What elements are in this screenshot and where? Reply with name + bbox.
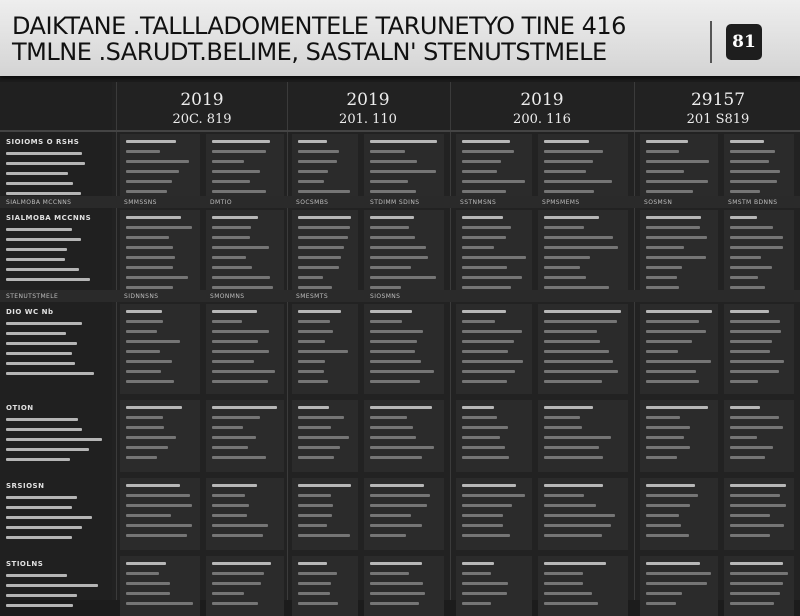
schedule-cell: [364, 304, 444, 394]
schedule-cell: [120, 556, 200, 616]
cell-text-lines: [126, 562, 194, 612]
schedule-cell: [456, 556, 532, 616]
grid-vline: [116, 82, 117, 600]
cell-text-lines: [370, 216, 438, 296]
cell-text-lines: [730, 140, 788, 200]
grid-vline: [450, 82, 451, 600]
schedule-cell: [538, 304, 628, 394]
schedule-grid: [0, 82, 800, 600]
cell-text-lines: [544, 562, 622, 612]
schedule-cell: [538, 210, 628, 298]
cell-text-lines: [126, 216, 194, 296]
row-label-lines: [6, 152, 102, 202]
cell-text-lines: [126, 484, 194, 544]
section-bar-label: SOSMSN: [644, 199, 673, 206]
column-subtitle: 200. 116: [513, 112, 571, 127]
cell-text-lines: [462, 216, 526, 296]
schedule-cell: [640, 304, 718, 394]
schedule-cell: [538, 478, 628, 550]
section-bar-label: SIDNNSNS: [124, 293, 159, 300]
cell-text-lines: [544, 216, 622, 296]
document-header: [0, 0, 800, 76]
section-bar-label: SSTNMSNS: [460, 199, 497, 206]
cell-text-lines: [212, 216, 278, 296]
row-label-lines: [6, 574, 102, 614]
cell-text-lines: [646, 140, 712, 200]
schedule-cell: [364, 556, 444, 616]
cell-text-lines: [544, 140, 622, 200]
cell-text-lines: [730, 406, 788, 466]
schedule-cell: [456, 210, 532, 298]
schedule-cell: [724, 304, 794, 394]
column-header-4: [636, 82, 800, 128]
column-year: 2019: [346, 90, 390, 110]
schedule-cell: [456, 304, 532, 394]
schedule-cell: [292, 304, 358, 394]
cell-text-lines: [212, 310, 278, 390]
section-bar-label: STENUTSTMELE: [6, 293, 59, 300]
schedule-cell: [120, 478, 200, 550]
section-bar-label: SPMSMEMS: [542, 199, 580, 206]
cell-text-lines: [298, 562, 352, 612]
schedule-cell: [120, 400, 200, 472]
section-bar-label: SIOSMNS: [370, 293, 401, 300]
row-label-lines: [6, 322, 102, 382]
cell-text-lines: [212, 484, 278, 544]
section-bar-label: SMESMTS: [296, 293, 329, 300]
cell-text-lines: [126, 310, 194, 390]
cell-text-lines: [370, 140, 438, 200]
grid-hline: [0, 130, 800, 132]
row-label: STIOLNS: [6, 560, 44, 568]
column-subtitle: 20C. 819: [172, 112, 232, 127]
column-header-3: [452, 82, 632, 128]
schedule-cell: [292, 400, 358, 472]
cell-text-lines: [544, 310, 622, 390]
column-year: 29157: [690, 90, 746, 110]
cell-text-lines: [462, 140, 526, 200]
cell-text-lines: [646, 562, 712, 612]
schedule-cell: [640, 210, 718, 298]
cell-text-lines: [462, 310, 526, 390]
schedule-cell: [538, 556, 628, 616]
schedule-cell: [120, 304, 200, 394]
section-bar-label: SMONMNS: [210, 293, 245, 300]
cell-text-lines: [212, 406, 278, 466]
schedule-cell: [538, 400, 628, 472]
brand-logo-icon: 81: [726, 24, 762, 60]
schedule-cell: [724, 478, 794, 550]
row-label-lines: [6, 228, 102, 288]
column-subtitle: 201 S819: [686, 112, 750, 127]
row-label: SIALMOBA MCCNNS: [6, 214, 92, 222]
section-bar-label: SMMSSNS: [124, 199, 157, 206]
cell-text-lines: [462, 562, 526, 612]
cell-text-lines: [730, 484, 788, 544]
schedule-cell: [724, 556, 794, 616]
cell-text-lines: [212, 140, 278, 200]
schedule-cell: [206, 556, 284, 616]
schedule-cell: [120, 210, 200, 298]
schedule-cell: [206, 400, 284, 472]
schedule-cell: [206, 210, 284, 298]
section-bar: [0, 290, 800, 302]
cell-text-lines: [646, 484, 712, 544]
title-line-2: TMLNE .SARUDT.BELIME, SASTALN' STENUTSTMELE: [12, 38, 607, 66]
cell-text-lines: [298, 406, 352, 466]
schedule-cell: [456, 478, 532, 550]
schedule-cell: [364, 400, 444, 472]
column-header-2: [288, 82, 448, 128]
column-header-1: [118, 82, 286, 128]
cell-text-lines: [370, 562, 438, 612]
cell-text-lines: [646, 310, 712, 390]
schedule-cell: [206, 304, 284, 394]
schedule-cell: [640, 478, 718, 550]
schedule-cell: [206, 478, 284, 550]
row-label: SIOIOMS O RSHS: [6, 138, 80, 146]
section-bar: [0, 196, 800, 208]
schedule-cell: [292, 556, 358, 616]
cell-text-lines: [370, 406, 438, 466]
column-year: 2019: [520, 90, 564, 110]
title-line-1: DAIKTANE .TALLLADOMENTELE TARUNETYO TINE 416: [12, 12, 626, 40]
cell-text-lines: [646, 216, 712, 296]
grid-vline: [287, 82, 288, 600]
schedule-cell: [364, 478, 444, 550]
cell-text-lines: [370, 484, 438, 544]
schedule-cell: [292, 478, 358, 550]
cell-text-lines: [370, 310, 438, 390]
section-bar-label: STDIMM SDINS: [370, 199, 420, 206]
schedule-cell: [640, 400, 718, 472]
section-bar-label: SMSTM BDNNS: [728, 199, 778, 206]
cell-text-lines: [544, 484, 622, 544]
cell-text-lines: [730, 562, 788, 612]
grid-vline: [634, 82, 635, 600]
schedule-cell: [640, 556, 718, 616]
cell-text-lines: [298, 310, 352, 390]
cell-text-lines: [298, 216, 352, 296]
row-label: SRSIOSN: [6, 482, 45, 490]
cell-text-lines: [298, 484, 352, 544]
cell-text-lines: [126, 406, 194, 466]
cell-text-lines: [462, 406, 526, 466]
schedule-cell: [364, 210, 444, 298]
cell-text-lines: [126, 140, 194, 200]
logo-block: [710, 18, 792, 66]
schedule-cell: [724, 400, 794, 472]
section-bar-label: DMTIO: [210, 199, 232, 206]
cell-text-lines: [544, 406, 622, 466]
cell-text-lines: [462, 484, 526, 544]
cell-text-lines: [298, 140, 352, 200]
schedule-cell: [456, 400, 532, 472]
row-label: DIO WC Nb: [6, 308, 54, 316]
logo-divider: [710, 21, 712, 63]
cell-text-lines: [730, 310, 788, 390]
row-label-lines: [6, 418, 102, 468]
section-bar-label: SOCSMBS: [296, 199, 329, 206]
section-bar-label: SIALMOBA MCCNNS: [6, 199, 72, 206]
cell-text-lines: [212, 562, 278, 612]
row-label-lines: [6, 496, 102, 546]
cell-text-lines: [646, 406, 712, 466]
schedule-cell: [724, 210, 794, 298]
cell-text-lines: [730, 216, 788, 296]
column-subtitle: 201. 110: [339, 112, 397, 127]
column-year: 2019: [180, 90, 224, 110]
schedule-cell: [292, 210, 358, 298]
row-label: OTION: [6, 404, 34, 412]
